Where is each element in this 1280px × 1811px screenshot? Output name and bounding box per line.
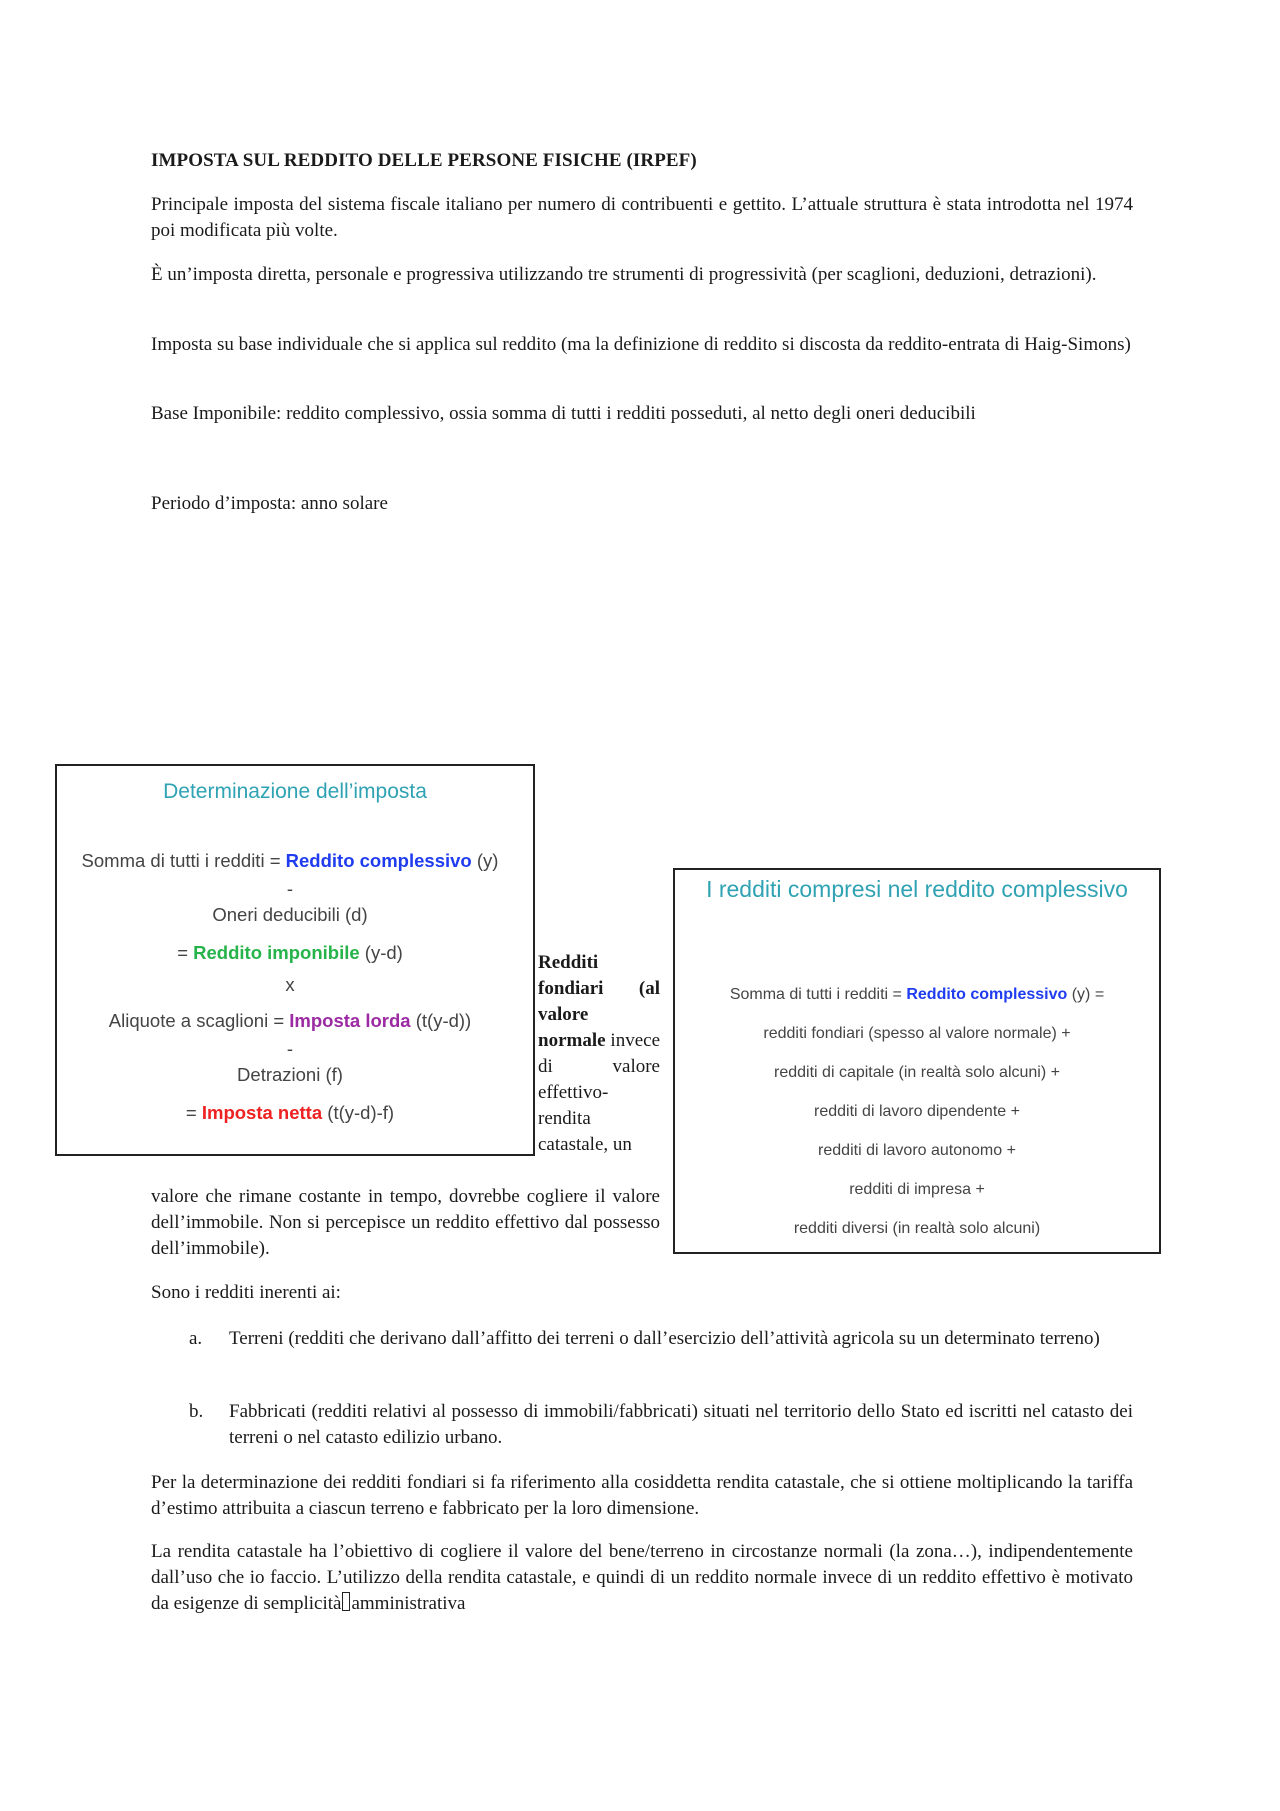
figure-2-item: redditi fondiari (spesso al valore normale) + — [763, 1025, 1071, 1042]
label-somma: Somma di tutti i redditi = — [81, 850, 286, 871]
label-imposta-netta: Imposta netta — [201, 1102, 323, 1123]
label-eq-2: = — [185, 1102, 202, 1123]
figure-2-item: redditi di lavoro autonomo + — [818, 1142, 1016, 1159]
list-item-text: Fabbricati (redditi relativi al possesso di immobili/fabbricati) situati nel territorio dello Stato ed iscritti nel catasto dei terreni o nel catasto edilizio urbano. — [229, 1401, 1133, 1448]
text-cursor-icon — [342, 1592, 350, 1611]
redditi-fondiari-continued: valore che rimane costante in tempo, dovrebbe cogliere il valore dell’immobile. Non si percepisce un reddito effettivo dal possesso dell’immobile). — [151, 1186, 660, 1259]
figure-2-item: redditi di capitale (in realtà solo alcuni) + — [774, 1064, 1060, 1081]
figure-line-detrazioni: Detrazioni (f) — [237, 1064, 343, 1085]
label-y-eq: (y) = — [1067, 986, 1105, 1003]
paragraph-rendita — [151, 1539, 1133, 1617]
paragraph-4: Base Imponibile: reddito complessivo, ossia somma di tutti i redditi posseduti, al netto degli oneri deducibili — [151, 403, 976, 424]
figure-title: Determinazione dell’imposta — [163, 780, 427, 803]
sono-redditi-inerenti: Sono i redditi inerenti ai: — [151, 1282, 341, 1303]
label-y-d: (y-d) — [359, 942, 403, 963]
label-reddito-complessivo-2: Reddito complessivo — [906, 986, 1068, 1003]
figure-line-somma — [55, 850, 533, 872]
figure-line-netta — [55, 1102, 533, 1124]
label-eq: = — [177, 942, 194, 963]
label-aliquote: Aliquote a scaglioni = — [108, 1010, 290, 1031]
label-reddito-complessivo: Reddito complessivo — [285, 850, 472, 871]
figure-times: x — [285, 974, 295, 995]
label-y: (y) — [471, 850, 499, 871]
periodo-imposta: Periodo d’imposta: anno solare — [151, 493, 388, 514]
list-marker: a. — [189, 1328, 203, 1349]
figure-2-item: redditi di impresa + — [849, 1181, 985, 1198]
figure-2-item: redditi diversi (in realtà solo alcuni) — [793, 1220, 1041, 1237]
figure-line-aliquote — [55, 1010, 533, 1032]
label-imposta-lorda: Imposta lorda — [289, 1010, 411, 1031]
document-title: IMPOSTA SUL REDDITO DELLE PERSONE FISICHE (IRPEF) — [151, 150, 697, 171]
figure-2-title: I redditi compresi nel reddito complessivo — [706, 876, 1128, 902]
paragraph-rendita-text: La rendita catastale ha l’obiettivo di cogliere il valore del bene/terreno in circostanze normali (la zona…), indipendentemente dall’uso che io faccio. L’utilizzo della rendita catastale, e quindi di un reddito normale invece di un reddito effettivo è motivato da esigenze di semplicità — [151, 1541, 1133, 1614]
list-item-a — [151, 1326, 1133, 1352]
figure-line-oneri: Oneri deducibili (d) — [212, 904, 368, 925]
paragraph-3: Imposta su base individuale che si applica sul reddito (ma la definizione di reddito si discosta da reddito-entrata di Haig-Simons) — [151, 334, 1131, 355]
label-t-y-d-f: (t(y-d)-f) — [322, 1102, 395, 1123]
figure-minus-1: - — [286, 878, 294, 899]
figure-2-item: redditi di lavoro dipendente + — [814, 1103, 1020, 1120]
figure-2-line-somma — [675, 986, 1159, 1004]
paragraph-rendita-end: amministrativa — [351, 1593, 466, 1614]
list-item-text: Terreni (redditi che derivano dall’affitto dei terreni o dall’esercizio dell’attività agricola su un determinato terreno) — [229, 1328, 1100, 1349]
redditi-compresi-figure — [673, 868, 1161, 1254]
redditi-fondiari-heading: Redditi fondiari (al valore normale — [538, 952, 660, 1051]
figure-line-imponibile — [55, 942, 533, 964]
list-marker: b. — [189, 1401, 204, 1422]
figure-minus-2: - — [286, 1038, 294, 1059]
paragraph-1: Principale imposta del sistema fiscale italiano per numero di contribuenti e gettito. L’attuale struttura è stata introdotta nel 1974 poi modificata più volte. — [151, 194, 1133, 241]
redditi-fondiari-text — [538, 950, 660, 1158]
paragraph-2: È un’imposta diretta, personale e progressiva utilizzando tre strumenti di progressività (per scaglioni, deduzioni, detrazioni). — [151, 264, 1097, 285]
label-t-y-d: (t(y-d)) — [410, 1010, 472, 1031]
label-somma-2: Somma di tutti i redditi = — [729, 986, 907, 1003]
redditi-fondiari-text-1: invece di valore effettivo-rendita catastale, un — [538, 1030, 660, 1155]
determinazione-imposta-figure — [55, 764, 535, 1156]
paragraph-determinazione: Per la determinazione dei redditi fondiari si fa riferimento alla cosiddetta rendita catastale, che si ottiene moltiplicando la tariffa d’estimo attribuita a ciascun terreno e fabbricato per la loro dimensione. — [151, 1472, 1133, 1519]
label-reddito-imponibile: Reddito imponibile — [193, 942, 360, 963]
list-item-b — [151, 1399, 1133, 1451]
